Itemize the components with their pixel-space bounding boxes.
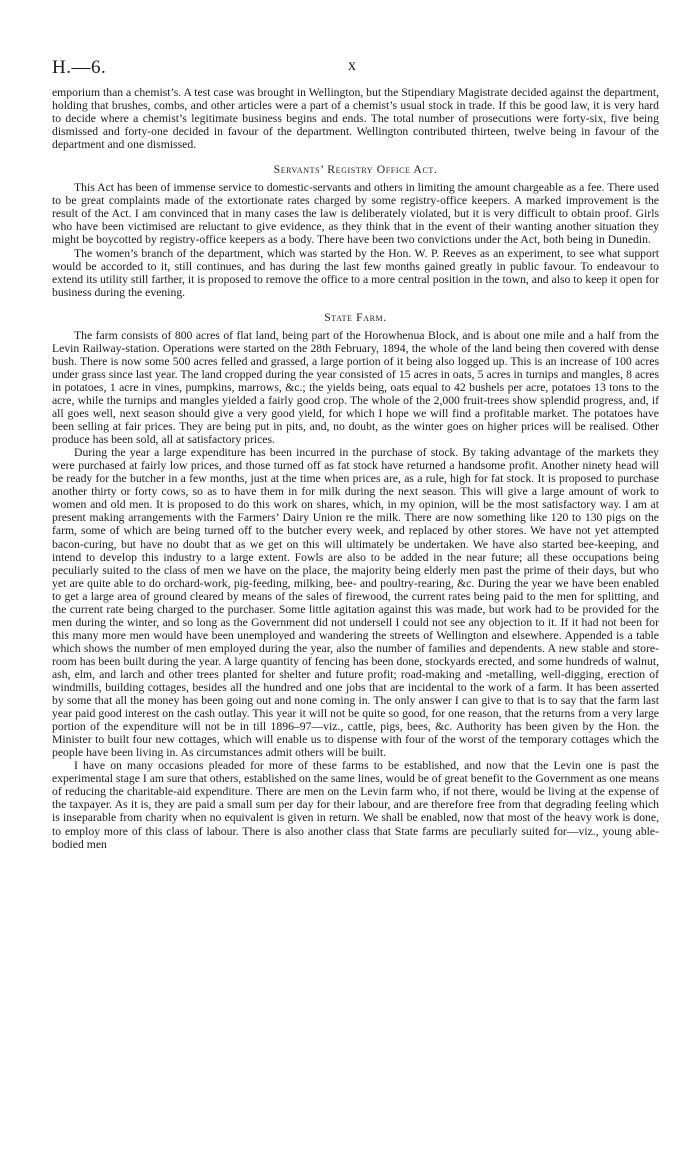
page-number: x bbox=[348, 57, 356, 74]
paragraph: The farm consists of 800 acres of flat land, being part of the Horowhenua Block, and is about one mile and a half from the Levin Railway-station. Operations were started on the 28th February, 1894, the whole of the land being then covered with dense bush. There is now some 500 acres felled and grassed, a large portion of it being also logged up. This is an increase of 100 acres under grass since last year. The land cropped during the year consisted of 15 acres in oats, 5 acres in turnips and mangles, 8 acres in potatoes, 1 acre in vines, pumpkins, marrows, &c.; the yields being, oats equal to 42 bushels per acre, potatoes 13 tons to the acre, while the turnips and mangles yielded a fairly good crop. The whole of the 2,000 fruit-trees show splendid progress, and, if all goes well, next season should give a very good yield, for which I hope we will find a profitable market. The potatoes have been selling at fair prices. They are being put in pits, and, no doubt, as the winter goes on higher prices will be realised. Other produce has been sold, all at satisfactory prices. bbox=[52, 328, 659, 447]
section-heading-servants-registry: Servants’ Registry Office Act. bbox=[273, 163, 438, 177]
report-reference: H.—6. bbox=[52, 57, 107, 78]
paragraph: I have on many occasions pleaded for more of these farms to be established, and now that the Levin one is past the experimental stage I am sure that others, established on the same lines, would be of great benefit to the Government as one means of reducing the charitable-aid expenditure. There are men on the Levin farm who, if not there, would be living at the expense of the taxpayer. As it is, they are paid a small sum per day for their labour, and are therefore free from that degrading feeling which is inseparable from charity when no equivalent is given in return. We shall be enabled, now that most of the heavy work is done, to employ more of this class of labour. There is also another class that State farms are peculiarly suited for—viz., young able-bodied men bbox=[52, 759, 659, 851]
paragraph: The women’s branch of the department, which was started by the Hon. W. P. Reeves as an experiment, to see what support would be accorded to it, still continues, and has during the last few months gained greatly in public favour. To endeavour to extend its utility still farther, it is proposed to remove the office to a more central position in the town, and also to keep it open for business during the evening. bbox=[52, 246, 659, 299]
continued-paragraph: emporium than a chemist’s. A test case was brought in Wellington, but the Stipendiary Magistrate decided against the department, holding that brushes, combs, and other articles were a part of a chemist’s usual stock in trade. If this be good law, it is very hard to decide where a chemist’s legitimate business begins and ends. The total number of prosecutions were forty-six, five being dismissed and forty-one decided in favour of the department. Wellington contributed thirteen, twelve being in favour of the department and one dismissed. bbox=[52, 86, 659, 152]
report-body bbox=[52, 86, 659, 851]
paragraph: This Act has been of immense service to domestic-servants and others in limiting the amount chargeable as a fee. There used to be great complaints made of the extortionate rates charged by some registry-office keepers. A marked improvement is the result of the Act. I am convinced that in many cases the law is deliberately violated, but it is very difficult to obtain proof. Girls who have been victimised are reluctant to give evidence, as they think that in the event of their wanting another situation they might be boycotted by registry-office keepers as a body. There have been two convictions under the Act, both being in Dunedin. bbox=[52, 181, 659, 247]
page-header bbox=[52, 50, 659, 86]
paragraph: During the year a large expenditure has been incurred in the purchase of stock. By taking advantage of the markets they were purchased at fairly low prices, and those turned off as fat stock have returned a handsome profit. Another ninety head will be ready for the butcher in a few months, just at the time when prices are, as a rule, high for fat stock. It is proposed to purchase another thirty or forty cows, so as to have them in for milk during the next season. This will give a large amount of work to women and old men. It is proposed to do this work on shares, which, in my opinion, will be the most satisfactory way. I am at present making arrangements with the Farmers’ Dairy Union re the milk. There are now something like 120 to 130 pigs on the farm, some of which are being turned off to the butcher every week, and replaced by other stores. We have not yet attempted bacon-curing, but have no doubt that as we get on this will ultimately be undertaken. We have also started bee-keeping, and intend to develop this industry to a large extent. Fowls are also to be added in the near future; all these occupations being peculiarly suited to the class of men we have on the place, the majority being elderly men past the prime of their days, but who yet are quite able to do orchard-work, pig-feeding, milking, bee- and poultry-rearing, &c. During the year we have been enabled to get a large area of ground cleared by means of the sales of firewood, the current rates being paid to the men for splitting, and the current rate being charged to the purchaser. Some little agitation against this was made, but work had to be provided for the men during the winter, and so long as the Government did not undersell I could not see any objection to it. If it had not been for this many more men would have been unemployed and wandering the streets of Wellington and elsewhere. Appended is a table which shows the number of men employed during the year, also the number of families and dependents. A new stable and store-room has been built during the year. A large quantity of fencing has been done, stockyards erected, and some hundreds of walnut, ash, elm, and larch and other trees planted for shelter and future profit; road-making and -metalling, well-digging, erection of windmills, building cottages, besides all the hundred and one jobs that are incidental to the work of a farm. It has been asserted by some that all the money has been going out and none coming in. The only answer I can give to that is to say that the farm last year paid good interest on the cash outlay. This year it will not be quite so good, for one reason, that the returns from a very large portion of the expenditure will not be in till 1896–97—viz., cattle, pigs, bees, &c. Authority has been given by the Hon. the Minister to built four new cottages, which will enable us to dispense with four of the worst of the temporary cottages which the people have been living in. As circumstances admit others will be built. bbox=[52, 446, 659, 760]
section-heading-state-farm: State Farm. bbox=[324, 310, 387, 324]
